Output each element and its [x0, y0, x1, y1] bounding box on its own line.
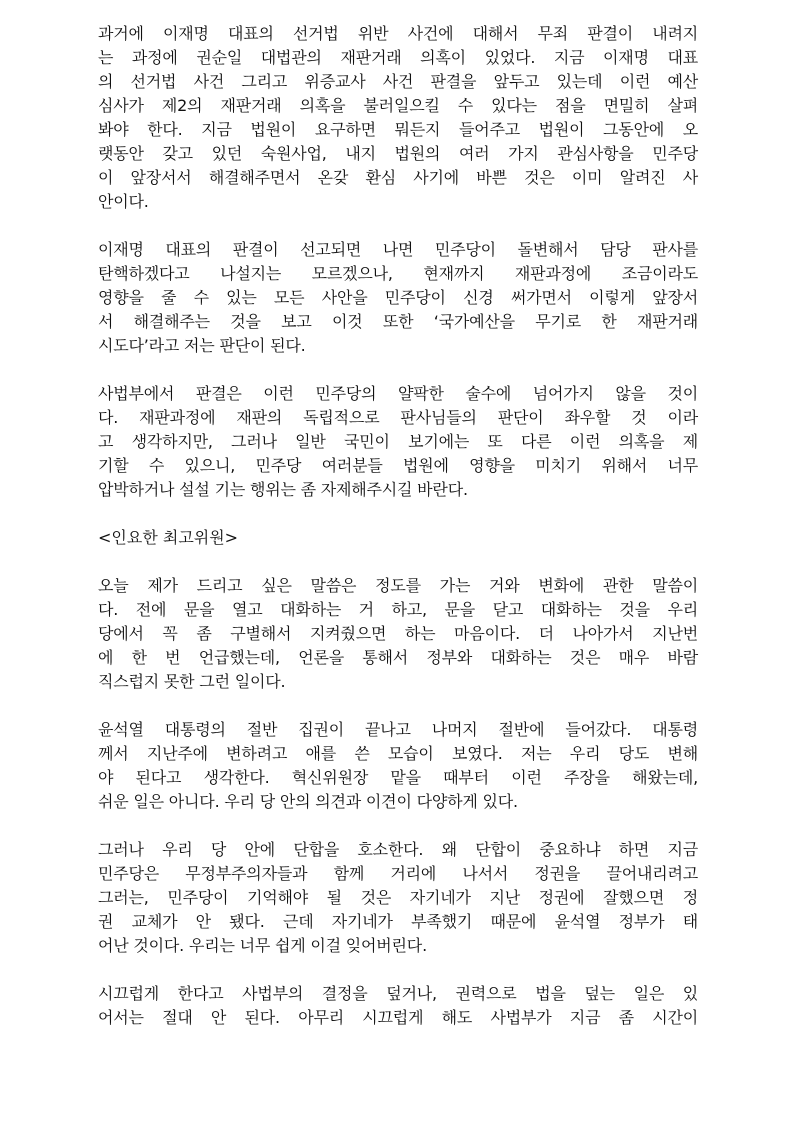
- text-line: 어서는 절대 안 된다. 아무리 시끄럽게 해도 사법부가 지금 좀 시간이: [98, 1008, 698, 1027]
- paragraph: [98, 838, 698, 958]
- paragraph: [98, 238, 698, 358]
- paragraph: [98, 382, 698, 502]
- text-line: 민주당은 무정부주의자들과 함께 거리에 나서서 정권을 끌어내리려고: [98, 864, 698, 883]
- text-line: 영향을 줄 수 있는 모든 사안을 민주당이 신경 써가면서 이렇게 앞장서: [98, 288, 698, 307]
- text-line: 시끄럽게 한다고 사법부의 결정을 덮거나, 권력으로 법을 덮는 일은 있: [98, 984, 698, 1003]
- text-line: 에 한 번 언급했는데, 언론을 통해서 정부와 대화하는 것은 매우 바람: [98, 648, 698, 667]
- paragraph: [98, 982, 698, 1030]
- text-line: 야 된다고 생각한다. 혁신위원장 맡을 때부터 이런 주장을 해왔는데,: [98, 768, 698, 787]
- text-line: 안이다.: [98, 192, 149, 211]
- text-line: 그러는, 민주당이 기억해야 될 것은 자기네가 지난 정권에 잘했으면 정: [98, 888, 698, 907]
- text-line: 쉬운 일은 아니다. 우리 당 안의 의견과 이견이 다양하게 있다.: [98, 792, 518, 811]
- section-heading: <인요한 최고위원>: [98, 528, 239, 547]
- document-page: [98, 22, 698, 1054]
- text-line: 압박하거나 설설 기는 행위는 좀 자제해주시길 바란다.: [98, 480, 468, 499]
- text-line: 서 해결해주는 것을 보고 이것 또한 ‘국가예산을 무기로 한 재판거래: [98, 312, 698, 331]
- text-line: 사법부에서 판결은 이런 민주당의 얄팍한 술수에 넘어가지 않을 것이: [98, 384, 698, 403]
- text-line: 시도다’라고 저는 판단이 된다.: [98, 336, 306, 355]
- text-line: 직스럽지 못한 그런 일이다.: [98, 672, 286, 691]
- text-line: 탄핵하겠다고 나설지는 모르겠으나, 현재까지 재판과정에 조금이라도: [98, 264, 698, 283]
- paragraph: [98, 718, 698, 814]
- paragraph: [98, 574, 698, 694]
- text-line: 심사가 제2의 재판거래 의혹을 불러일으킬 수 있다는 점을 면밀히 살펴: [98, 96, 698, 115]
- text-line: 권 교체가 안 됐다. 근데 자기네가 부족했기 때문에 윤석열 정부가 태: [98, 912, 698, 931]
- text-line: 랫동안 갖고 있던 숙원사업, 내지 법원의 여러 가지 관심사항을 민주당: [98, 144, 698, 163]
- text-line: 봐야 한다. 지금 법원이 요구하면 뭐든지 들어주고 법원이 그동안에 오: [98, 120, 698, 139]
- paragraph: [98, 22, 698, 214]
- text-line: 오늘 제가 드리고 싶은 말씀은 정도를 가는 거와 변화에 관한 말씀이: [98, 576, 698, 595]
- text-line: 이 앞장서서 해결해주면서 온갖 환심 사기에 바쁜 것은 이미 알려진 사: [98, 168, 698, 187]
- text-line: 당에서 꼭 좀 구별해서 지켜줬으면 하는 마음이다. 더 나아가서 지난번: [98, 624, 698, 643]
- text-line: 그러나 우리 당 안에 단합을 호소한다. 왜 단합이 중요하냐 하면 지금: [98, 840, 698, 859]
- text-line: 께서 지난주에 변하려고 애를 쓴 모습이 보였다. 저는 우리 당도 변해: [98, 744, 698, 763]
- text-line: 다. 전에 문을 열고 대화하는 거 하고, 문을 닫고 대화하는 것을 우리: [98, 600, 698, 619]
- text-line: 의 선거법 사건 그리고 위증교사 사건 판결을 앞두고 있는데 이런 예산: [98, 72, 698, 91]
- text-line: 윤석열 대통령의 절반 집권이 끝나고 나머지 절반에 들어갔다. 대통령: [98, 720, 698, 739]
- text-line: 는 과정에 권순일 대법관의 재판거래 의혹이 있었다. 지금 이재명 대표: [98, 48, 698, 67]
- text-line: 기할 수 있으니, 민주당 여러분들 법원에 영향을 미치기 위해서 너무: [98, 456, 698, 475]
- text-line: 이재명 대표의 판결이 선고되면 나면 민주당이 돌변해서 담당 판사를: [98, 240, 698, 259]
- text-line: 어난 것이다. 우리는 너무 쉽게 이걸 잊어버린다.: [98, 936, 427, 955]
- text-line: 다. 재판과정에 재판의 독립적으로 판사님들의 판단이 좌우할 것 이라: [98, 408, 698, 427]
- text-line: 과거에 이재명 대표의 선거법 위반 사건에 대해서 무죄 판결이 내려지: [98, 24, 698, 43]
- text-line: 고 생각하지만, 그러나 일반 국민이 보기에는 또 다른 이런 의혹을 제: [98, 432, 698, 451]
